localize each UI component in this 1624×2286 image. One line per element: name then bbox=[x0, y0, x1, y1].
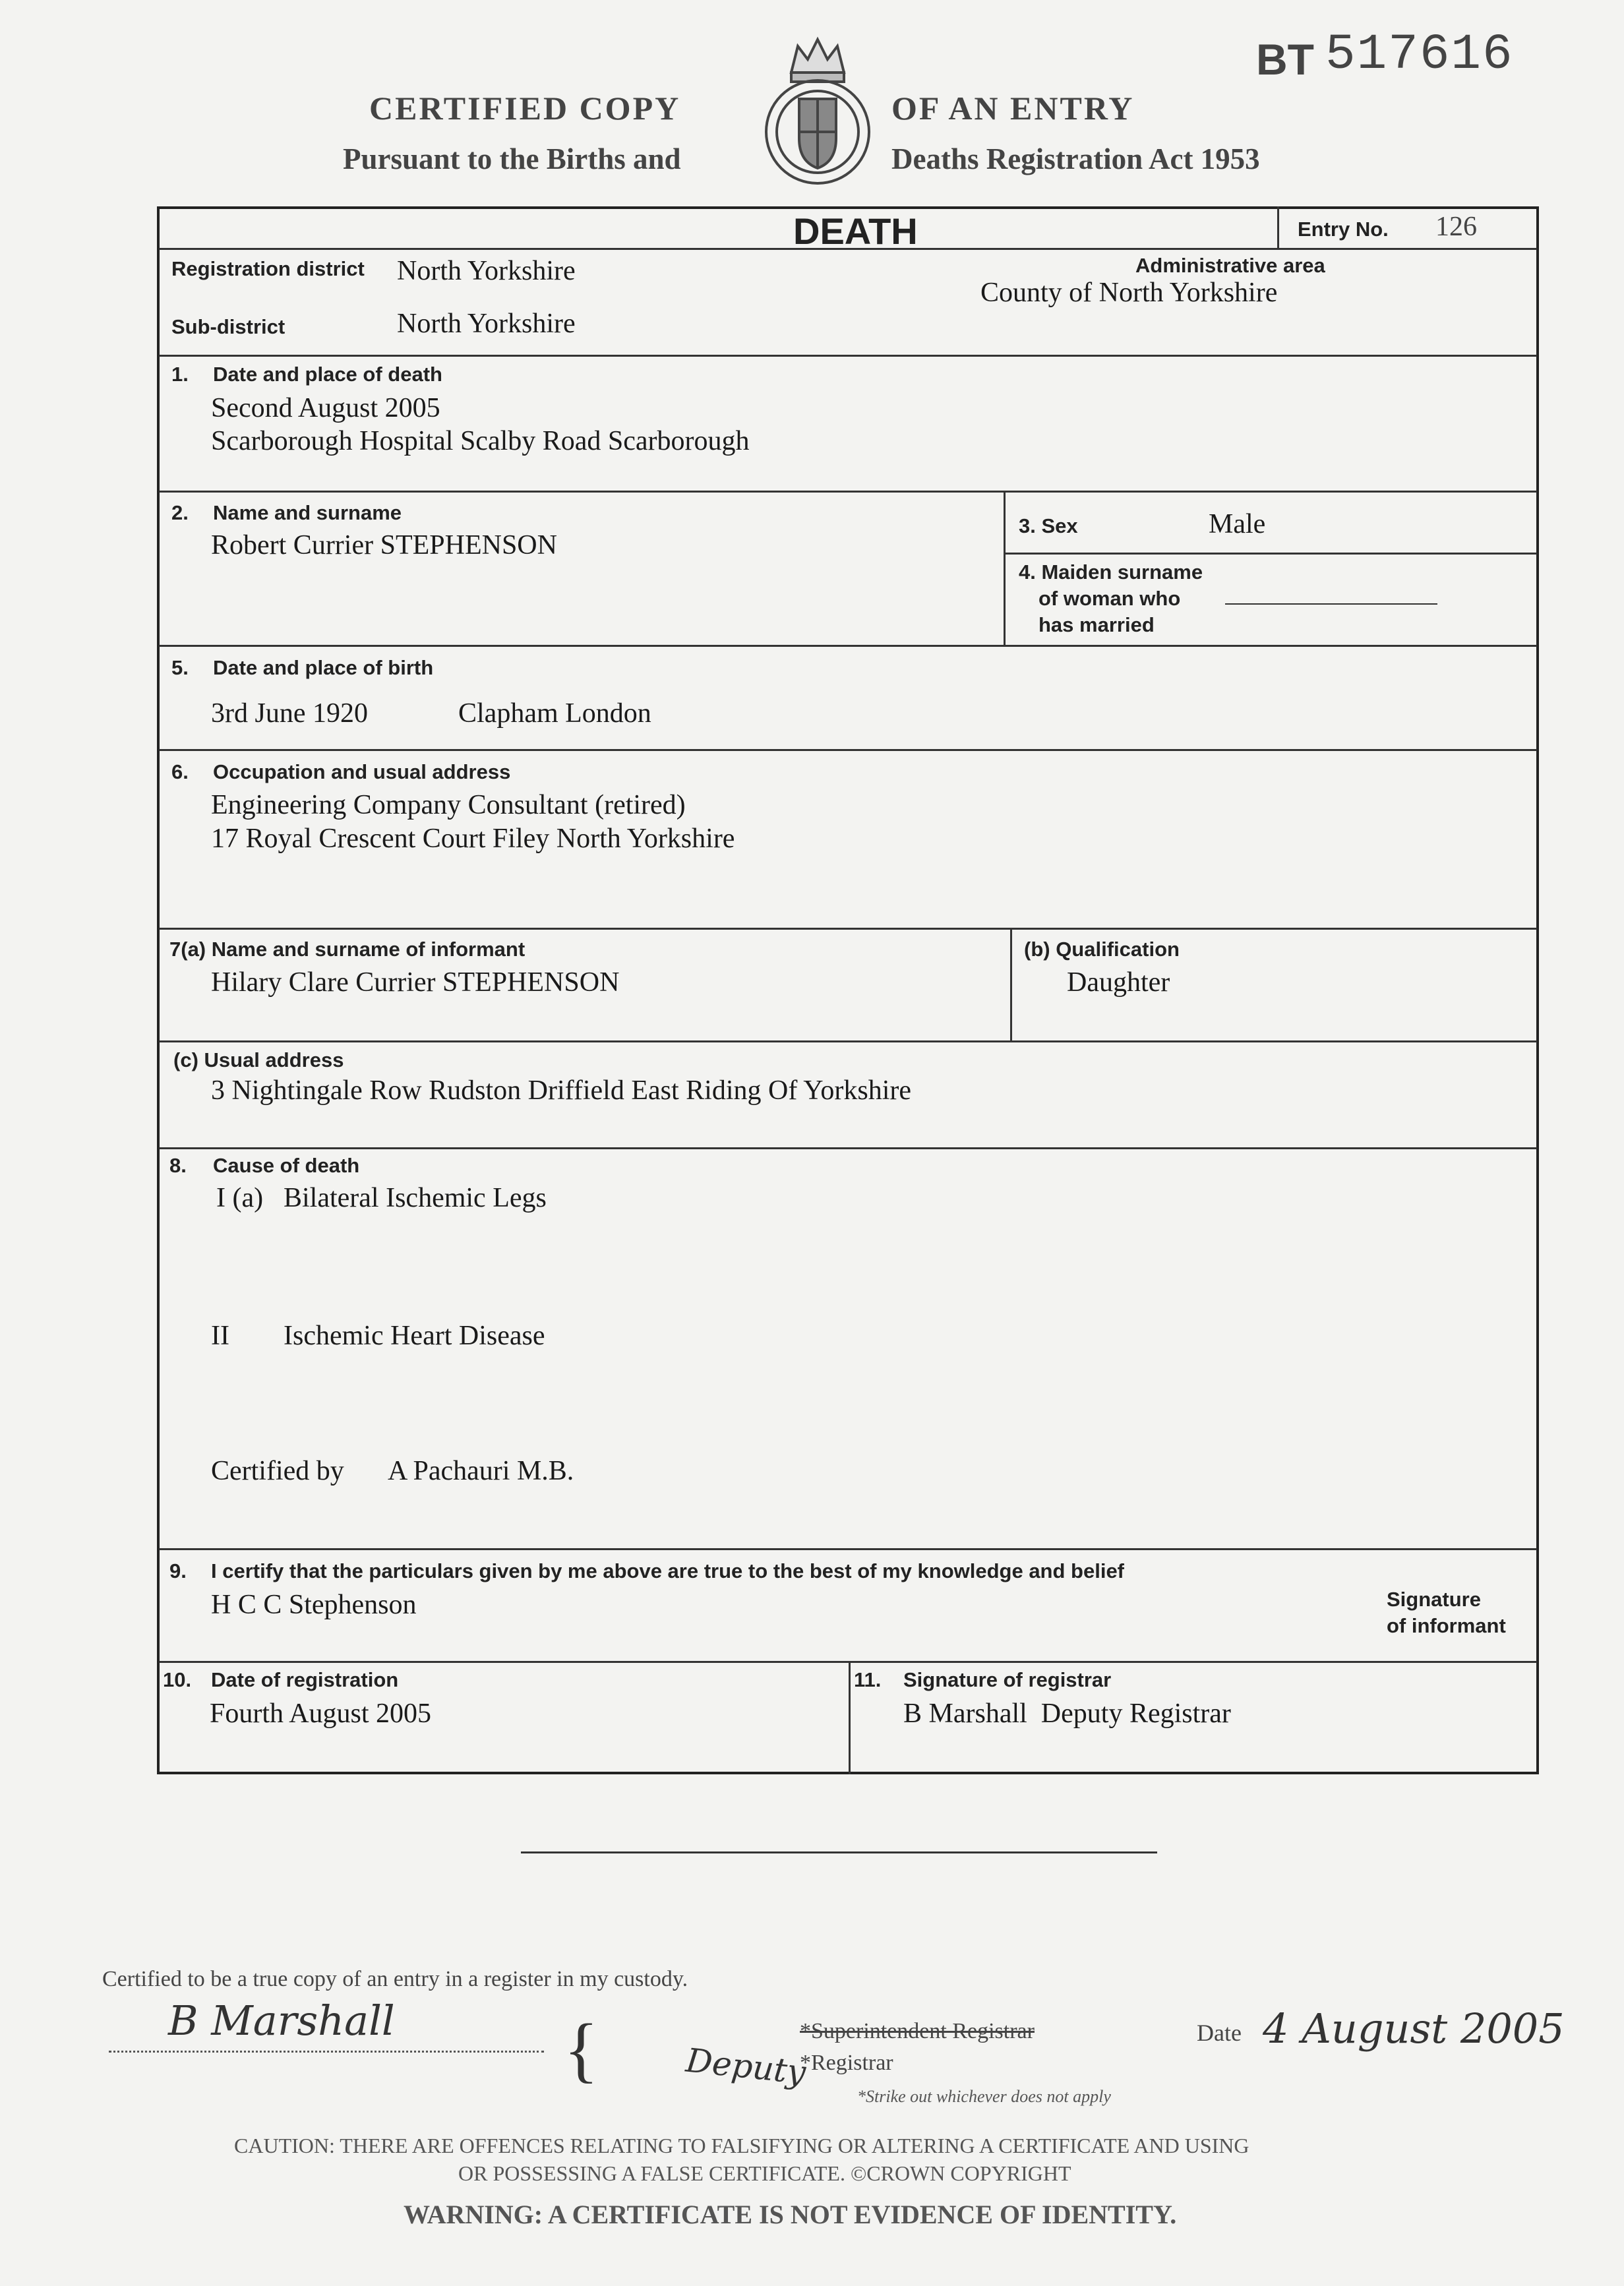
field-5-num: 5. bbox=[171, 656, 189, 679]
deceased-name: Robert Currier STEPHENSON bbox=[211, 530, 557, 560]
strike-out-note: *Strike out whichever does not apply bbox=[857, 2087, 1111, 2106]
administrative-area-value: County of North Yorkshire bbox=[980, 278, 1278, 308]
qualification-value: Daughter bbox=[1067, 967, 1170, 998]
caution-line-1: CAUTION: THERE ARE OFFENCES RELATING TO FALSIFYING OR ALTERING A CERTIFICATE AND USING bbox=[234, 2134, 1249, 2157]
field-11-label: Signature of registrar bbox=[903, 1668, 1112, 1691]
warning-text: WARNING: A CERTIFICATE IS NOT EVIDENCE OF IDENTITY. bbox=[404, 2200, 1177, 2229]
registration-date: Fourth August 2005 bbox=[210, 1699, 432, 1729]
field-6-num: 6. bbox=[171, 760, 189, 783]
field-9-label: I certify that the particulars given by me above are true to the best of my knowledge and belief bbox=[211, 1559, 1125, 1582]
cause-2-label: II bbox=[211, 1321, 229, 1351]
field-8-label: Cause of death bbox=[213, 1154, 360, 1177]
brace: { bbox=[564, 2009, 599, 2090]
field-7a-label: 7(a) Name and surname of informant bbox=[169, 938, 526, 961]
birth-date: 3rd June 1920 bbox=[211, 698, 368, 729]
field-1-label: Date and place of death bbox=[213, 363, 442, 386]
date-label: Date bbox=[1197, 2020, 1242, 2046]
field-3-label: 3. Sex bbox=[1019, 514, 1078, 537]
birth-place: Clapham London bbox=[458, 698, 651, 729]
cause-2: Ischemic Heart Disease bbox=[284, 1321, 545, 1351]
serial-prefix: BT bbox=[1256, 35, 1314, 84]
form-title: DEATH bbox=[793, 210, 918, 252]
header-certified-copy: CERTIFIED COPY bbox=[369, 90, 681, 127]
informant-address: 3 Nightingale Row Rudston Driffield East Riding Of Yorkshire bbox=[211, 1075, 912, 1106]
usual-address: 17 Royal Crescent Court Filey North Yorkshire bbox=[211, 824, 735, 854]
field-4-label-2: of woman who bbox=[1038, 587, 1181, 610]
custodian-signature: B Marshall bbox=[168, 1997, 395, 2045]
deputy-handwritten: Deputy bbox=[684, 2041, 808, 2092]
registrar-option: *Registrar bbox=[800, 2051, 893, 2075]
certified-true-copy-text: Certified to be a true copy of an entry in a register in my custody. bbox=[102, 1967, 688, 1991]
field-2-num: 2. bbox=[171, 501, 189, 524]
certified-by-value: A Pachauri M.B. bbox=[388, 1456, 574, 1486]
header-of-an-entry: OF AN ENTRY bbox=[891, 90, 1135, 127]
field-1-num: 1. bbox=[171, 363, 189, 386]
sub-district-value: North Yorkshire bbox=[397, 309, 576, 339]
field-7c-label: (c) Usual address bbox=[173, 1048, 344, 1071]
royal-crest-icon bbox=[752, 33, 884, 198]
field-9-num: 9. bbox=[169, 1559, 187, 1582]
registration-district-value: North Yorkshire bbox=[397, 256, 576, 286]
field-4-label-3: has married bbox=[1038, 613, 1155, 636]
field-8-num: 8. bbox=[169, 1154, 187, 1177]
registrar-signature: B Marshall Deputy Registrar bbox=[903, 1699, 1231, 1729]
field-10-num: 10. bbox=[163, 1668, 192, 1691]
entry-no-value: 126 bbox=[1435, 212, 1477, 242]
registration-district-label: Registration district bbox=[171, 257, 365, 280]
field-4-label-1: 4. Maiden surname bbox=[1019, 560, 1203, 584]
signature-dotted-line bbox=[109, 2051, 544, 2053]
certified-by-label: Certified by bbox=[211, 1456, 344, 1486]
field-11-num: 11. bbox=[854, 1668, 882, 1691]
header-pursuant: Pursuant to the Births and bbox=[343, 142, 681, 175]
serial-number: 517616 bbox=[1325, 26, 1514, 83]
informant-name: Hilary Clare Currier STEPHENSON bbox=[211, 967, 620, 998]
death-place: Scarborough Hospital Scalby Road Scarborough bbox=[211, 426, 750, 456]
sex-value: Male bbox=[1209, 509, 1266, 539]
header-act: Deaths Registration Act 1953 bbox=[891, 142, 1260, 175]
divider-line bbox=[521, 1851, 1157, 1853]
informant-signature: H C C Stephenson bbox=[211, 1590, 417, 1620]
occupation: Engineering Company Consultant (retired) bbox=[211, 790, 686, 820]
field-7b-label: (b) Qualification bbox=[1024, 938, 1180, 961]
cause-1a: Bilateral Ischemic Legs bbox=[284, 1183, 547, 1213]
date-handwritten: 4 August 2005 bbox=[1263, 2004, 1565, 2053]
death-date: Second August 2005 bbox=[211, 393, 440, 423]
field-5-label: Date and place of birth bbox=[213, 656, 434, 679]
maiden-surname-blank bbox=[1225, 603, 1437, 605]
field-6-label: Occupation and usual address bbox=[213, 760, 511, 783]
caution-line-2: OR POSSESSING A FALSE CERTIFICATE. ©CROWN COPYRIGHT bbox=[458, 2161, 1071, 2185]
field-10-label: Date of registration bbox=[211, 1668, 399, 1691]
sub-district-label: Sub-district bbox=[171, 315, 286, 338]
administrative-area-label: Administrative area bbox=[1135, 254, 1325, 277]
signature-of-informant-label-2: of informant bbox=[1387, 1614, 1506, 1637]
entry-no-label: Entry No. bbox=[1298, 218, 1389, 241]
cause-1a-label: I (a) bbox=[216, 1183, 264, 1213]
field-2-label: Name and surname bbox=[213, 501, 402, 524]
superintendent-registrar: *Superintendent Registrar bbox=[800, 2019, 1035, 2043]
signature-of-informant-label-1: Signature bbox=[1387, 1588, 1481, 1611]
